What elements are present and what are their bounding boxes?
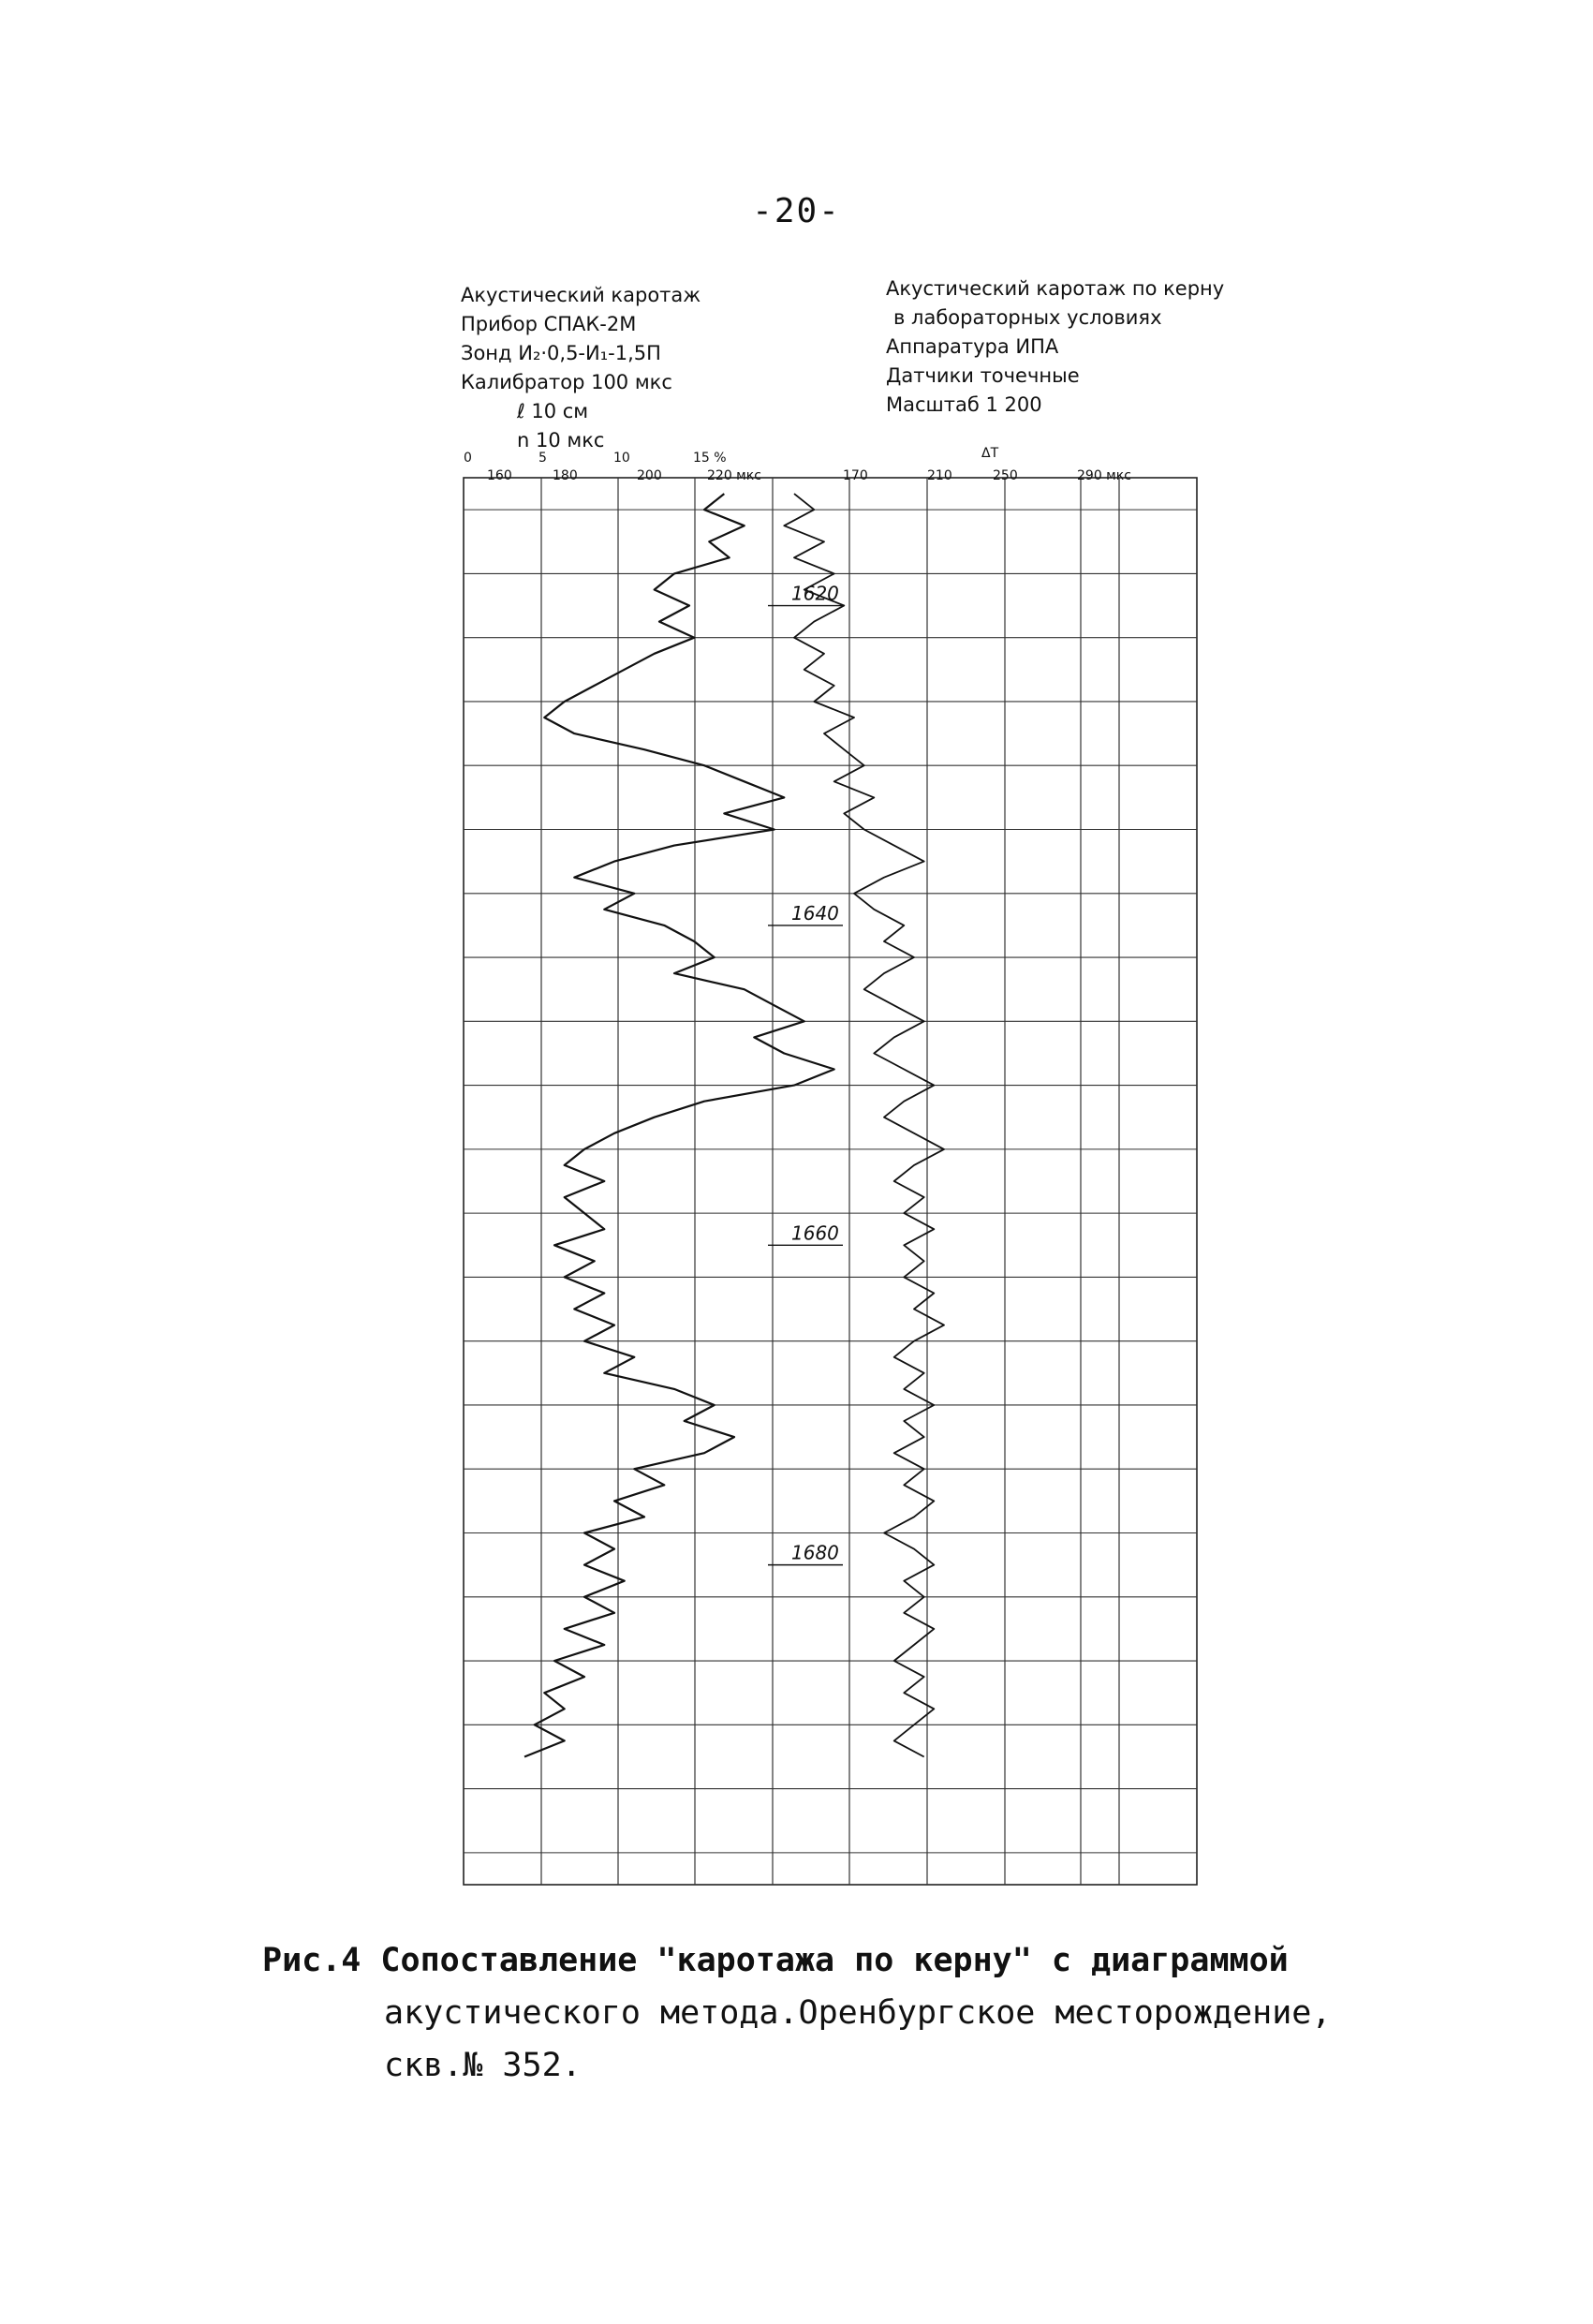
header-line: в лабораторных условиях (893, 306, 1162, 329)
dt-tick-label: 220 мкс (707, 468, 761, 483)
porosity-tick-label: 0 (464, 451, 472, 466)
porosity-tick-label: 5 (538, 451, 547, 466)
header-line: Аппаратура ИПА (886, 335, 1059, 358)
header-line: Датчики точечные (886, 364, 1080, 387)
porosity-tick-label: 15 % (693, 451, 727, 466)
caption-line: Рис.4 Сопоставление "каротажа по керну" с диаграммой (262, 1942, 1289, 1979)
header-line: Прибор СПАК-2М (461, 313, 637, 335)
header-line: n 10 мкс (517, 429, 605, 451)
dt-tick-label: 160 (487, 468, 512, 483)
caption-line: акустического метода.Оренбургское месторождение, (384, 1994, 1332, 2032)
depth-label: 1620 (791, 582, 839, 605)
depth-label: 1640 (791, 901, 839, 925)
core-log-curve (784, 494, 944, 1756)
depth-label: 1680 (791, 1541, 839, 1564)
dt-tick-label: 200 (637, 468, 662, 483)
caption-line: скв.№ 352. (384, 2047, 582, 2084)
acoustic-log-curve (524, 494, 834, 1756)
dt-tick-label: 180 (553, 468, 578, 483)
porosity-tick-label: 10 (613, 451, 630, 466)
page-number: -20- (752, 192, 841, 230)
series-label-delta-t: ΔT (981, 446, 999, 461)
dt-tick-label: 210 (927, 468, 952, 483)
header-line: Акустический каротаж (461, 284, 701, 306)
dt-tick-label: 290 мкс (1077, 468, 1131, 483)
figure-caption (262, 1934, 1461, 2092)
dt-tick-label: 170 (843, 468, 868, 483)
header-line: Зонд И₂·0,5-И₁-1,5П (461, 342, 661, 364)
header-line: Акустический каротаж по керну (886, 277, 1225, 300)
depth-label: 1660 (791, 1221, 839, 1245)
header-line: ℓ 10 см (517, 400, 589, 422)
dt-tick-label: 250 (993, 468, 1018, 483)
header-line: Калибратор 100 мкс (461, 371, 672, 393)
header-line: Масштаб 1 200 (886, 393, 1042, 416)
